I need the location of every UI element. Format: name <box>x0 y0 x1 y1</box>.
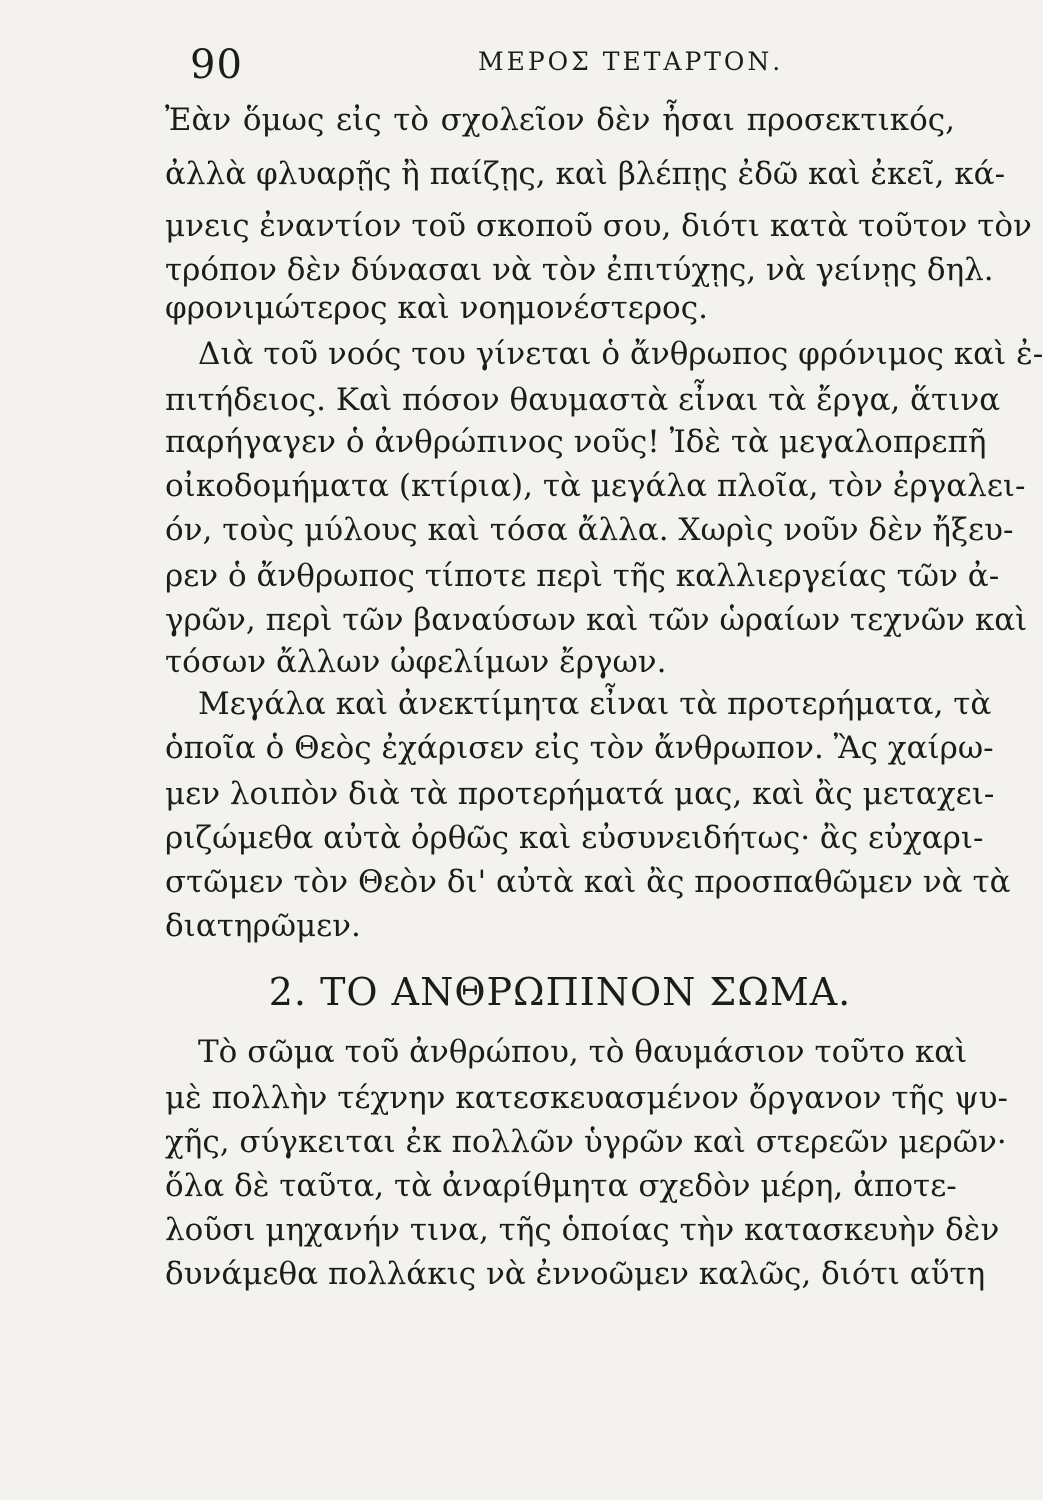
running-head: ΜΕΡΟΣ ΤΕΤΑΡΤΟΝ. <box>478 47 784 76</box>
text-line: ὁποῖα ὁ Θεὸς ἐχάρισεν εἰς τὸν ἄνθρωπον. Ἂς χαίρω- <box>165 730 994 766</box>
text-line: διατηρῶμεν. <box>165 908 361 944</box>
text-line: Ἐὰν ὅμως εἰς τὸ σχολεῖον δὲν ἦσαι προσεκτικός, <box>165 102 955 138</box>
text-line: πιτήδειος. Καὶ πόσον θαυμαστὰ εἶναι τὰ ἔργα, ἅτινα <box>165 382 1001 418</box>
text-line: τόσων ἄλλων ὠφελίμων ἔργων. <box>165 644 667 680</box>
text-line: ριζώμεθα αὐτὰ ὀρθῶς καὶ εὐσυνειδήτως· ἂς εὐχαρι- <box>165 820 984 856</box>
page-number: 90 <box>190 42 243 88</box>
text-line: ὅλα δὲ ταῦτα, τὰ ἀναρίθμητα σχεδὸν μέρη, ἀποτε- <box>165 1168 957 1204</box>
text-line: όν, τοὺς μύλους καὶ τόσα ἄλλα. Χωρὶς νοῦν δὲν ἤξευ- <box>165 512 1014 548</box>
text-line: ρεν ὁ ἄνθρωπος τίποτε περὶ τῆς καλλιεργείας τῶν ἀ- <box>165 558 1000 594</box>
text-line: μὲ πολλὴν τέχνην κατεσκευασμένον ὄργανον τῆς ψυ- <box>165 1080 1008 1116</box>
text-line: φρονιμώτερος καὶ νοημονέστερος. <box>165 290 708 326</box>
text-line: τρόπον δὲν δύνασαι νὰ τὸν ἐπιτύχῃς, νὰ γείνῃς δηλ. <box>165 252 994 288</box>
text-line: χῆς, σύγκειται ἐκ πολλῶν ὑγρῶν καὶ στερεῶν μερῶν· <box>165 1124 1007 1160</box>
text-line: γρῶν, περὶ τῶν βαναύσων καὶ τῶν ὡραίων τεχνῶν καὶ <box>165 602 1028 638</box>
text-line: δυνάμεθα πολλάκις νὰ ἐννοῶμεν καλῶς, διότι αὕτη <box>165 1256 986 1292</box>
text-line: στῶμεν τὸν Θεὸν δι' αὐτὰ καὶ ἂς προσπαθῶμεν νὰ τὰ <box>165 864 1011 900</box>
text-line: μεν λοιπὸν διὰ τὰ προτερήματά μας, καὶ ἂς μεταχει- <box>165 776 995 812</box>
section-heading: 2. ΤΟ ΑΝΘΡΩΠΙΝΟΝ ΣΩΜΑ. <box>268 970 852 1014</box>
paragraph-first-line: Μεγάλα καὶ ἀνεκτίμητα εἶναι τὰ προτερήματα, τὰ <box>198 686 992 722</box>
paragraph-first-line: Τὸ σῶμα τοῦ ἀνθρώπου, τὸ θαυμάσιον τοῦτο καὶ <box>198 1034 968 1070</box>
text-line: παρήγαγεν ὁ ἀνθρώπινος νοῦς! Ἰδὲ τὰ μεγαλοπρεπῆ <box>165 424 987 460</box>
text-line: οἰκοδομήματα (κτίρια), τὰ μεγάλα πλοῖα, τὸν ἐργαλει- <box>165 468 1026 504</box>
text-line: ἀλλὰ φλυαρῇς ἢ παίζῃς, καὶ βλέπῃς ἐδῶ καὶ ἐκεῖ, κά- <box>165 156 1006 192</box>
text-line: λοῦσι μηχανήν τινα, τῆς ὁποίας τὴν κατασκευὴν δὲν <box>165 1212 1000 1248</box>
paragraph-first-line: Διὰ τοῦ νοός του γίνεται ὁ ἄνθρωπος φρόνιμος καὶ ἐ- <box>198 336 1043 372</box>
text-line: μνεις ἐναντίον τοῦ σκοποῦ σου, διότι κατὰ τοῦτον τὸν <box>165 208 1032 244</box>
